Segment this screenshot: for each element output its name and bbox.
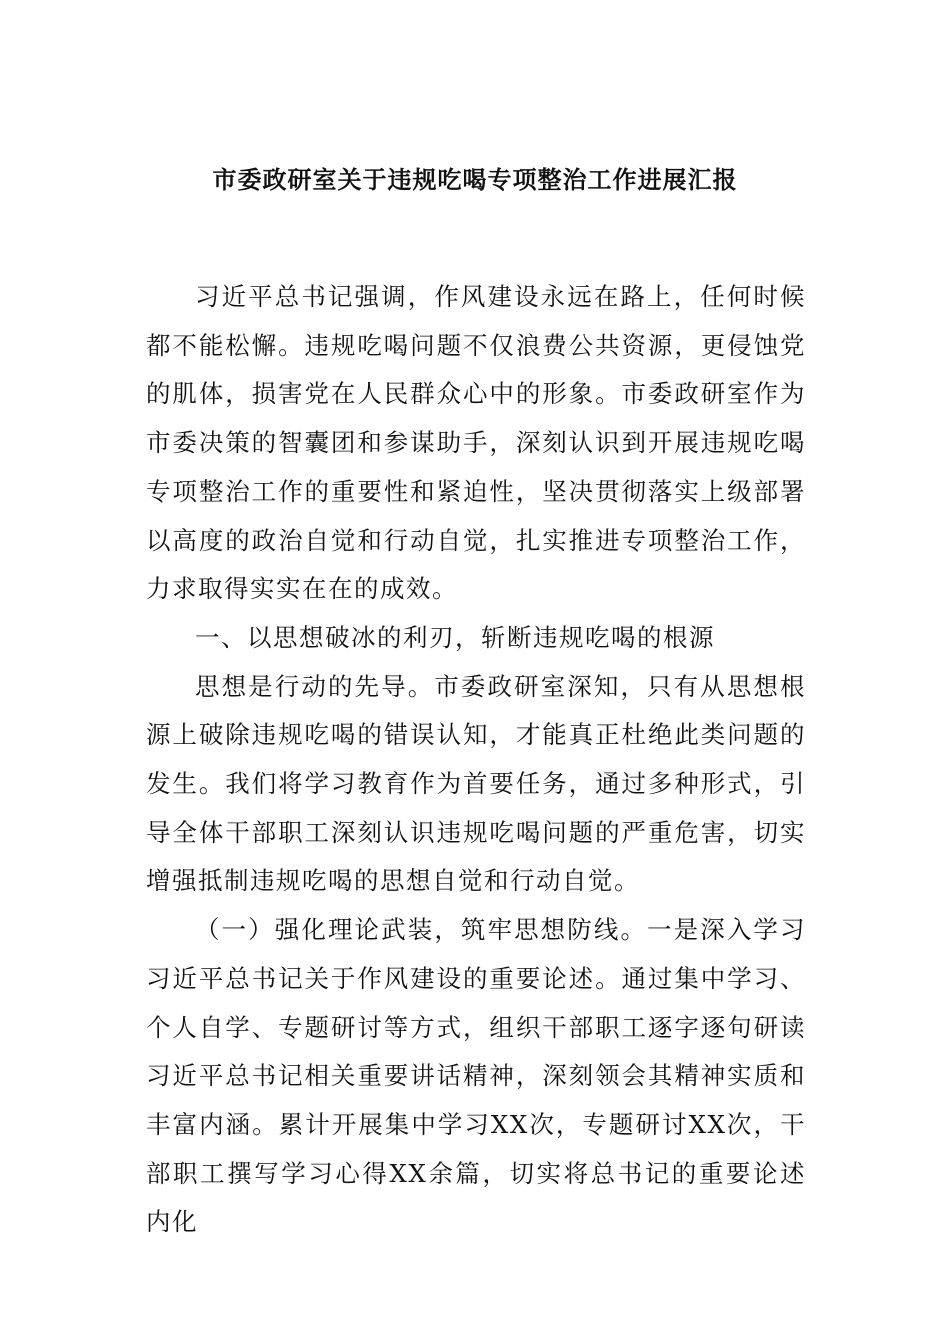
subsection-1-paragraph: （一）强化理论武装，筑牢思想防线。一是深入学习习近平总书记关于作风建设的重要论述。通过集中学习、个人自学、专题研讨等方式，组织干部职工逐字逐句研读习近平总书记相关重要讲话精神，深刻领会其精神实质和丰富内涵。累计开展集中学习XX次，专题研讨XX次，干部职工撰写学习心得XX余篇，切实将总书记的重要论述内化	[146, 915, 806, 1237]
section-1-paragraph: 思想是行动的先导。市委政研室深知，只有从思想根源上破除违规吃喝的错误认知，才能真正杜绝此类问题的发生。我们将学习教育作为首要任务，通过多种形式，引导全体干部职工深刻认识违规吃喝问题的严重危害，切实增强抵制违规吃喝的思想自觉和行动自觉。	[146, 671, 806, 896]
document-title: 市委政研室关于违规吃喝专项整治工作进展汇报	[212, 165, 738, 194]
section-1-heading: 一、以思想破冰的利刃，斩断违规吃喝的根源	[195, 622, 715, 652]
intro-paragraph: 习近平总书记强调，作风建设永远在路上，任何时候都不能松懈。违规吃喝问题不仅浪费公共资源，更侵蚀党的肌体，损害党在人民群众心中的形象。市委政研室作为市委决策的智囊团和参谋助手，深刻认识到开展违规吃喝专项整治工作的重要性和紧迫性，坚决贯彻落实上级部署以高度的政治自觉和行动自觉，扎实推进专项整治工作，力求取得实实在在的成效。	[146, 282, 806, 604]
document-body	[146, 273, 806, 1247]
